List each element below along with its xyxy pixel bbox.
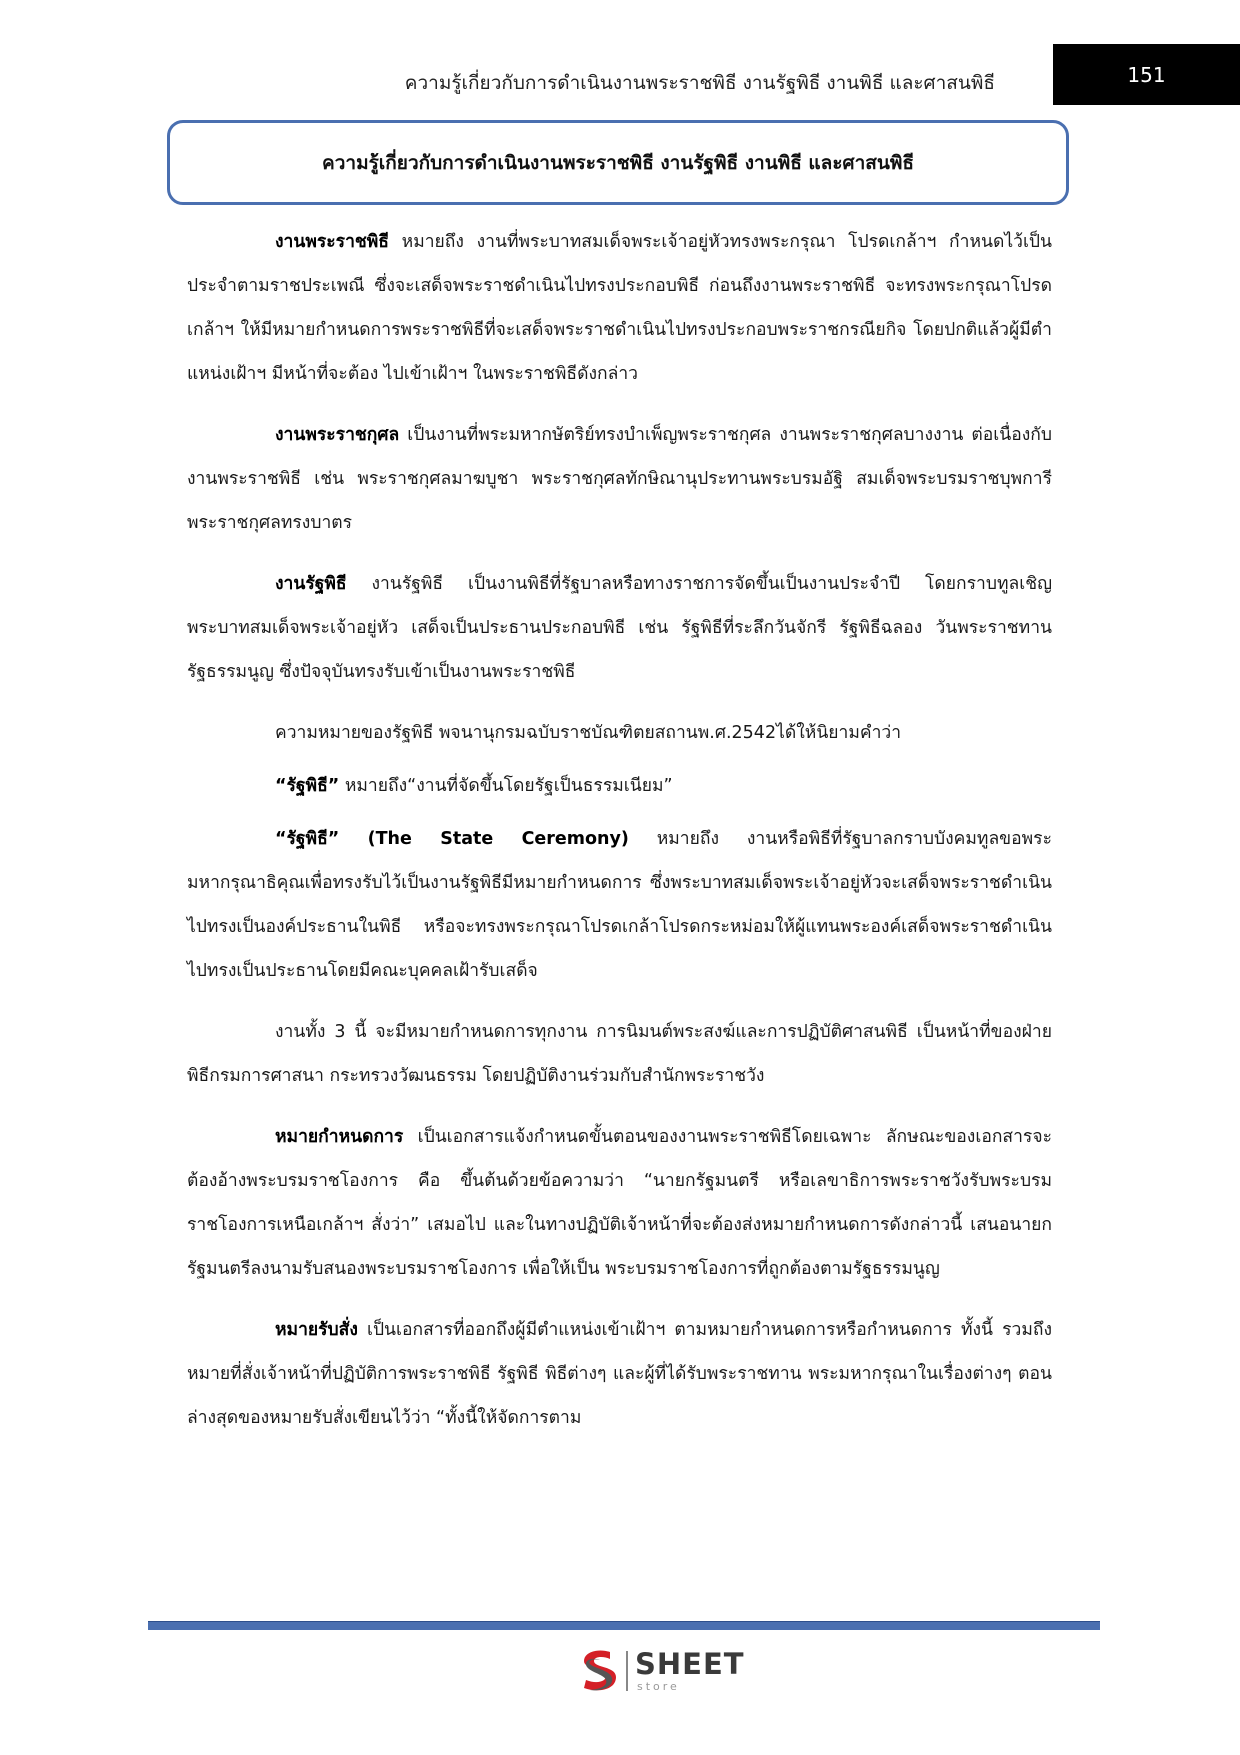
title-box	[167, 120, 1069, 205]
paragraph-text: เป็นงานที่พระมหากษัตริย์ทรงบำเพ็ญพระราชกุศล งานพระราชกุศลบางงาน ต่อเนื่องกับงานพระราชพิธี เช่น พระราชกุศลมาฆบูชา พระราชกุศลทักษิณานุประทานพระบรมอัฐิ สมเด็จพระบรมราชบุพการี พระราชกุศลทรงบาตร	[187, 425, 1052, 533]
paragraph-term: “รัฐพิธี” (The State Ceremony)	[275, 829, 629, 849]
page-number: 151	[1053, 44, 1240, 105]
paragraph-term: งานรัฐพิธี	[275, 574, 347, 594]
paragraph-text: งานทั้ง 3 นี้ จะมีหมายกำหนดการทุกงาน การนิมนต์พระสงฆ์และการปฏิบัติศาสนพิธี เป็นหน้าที่ของฝ่ายพิธีกรมการศาสนา กระทรวงวัฒนธรรม โดยปฏิบัติงานร่วมกับสำนักพระราชวัง	[187, 1022, 1052, 1086]
logo-subtitle: store	[637, 1680, 680, 1693]
logo-word: SHEET	[635, 1647, 745, 1681]
paragraph	[187, 1115, 1052, 1291]
paragraph	[187, 220, 1052, 396]
paragraph-text: หมายถึง งานที่พระบาทสมเด็จพระเจ้าอยู่หัวทรงพระกรุณา โปรดเกล้าฯ กำหนดไว้เป็นประจำตามราชประเพณี ซึ่งจะเสด็จพระราชดำเนินไปทรงประกอบพิธี ก่อนถึงงานพระราชพิธี จะทรงพระกรุณาโปรดเกล้าฯ ให้มีหมายกำหนดการพระราชพิธีที่จะเสด็จพระราชดำเนินไปทรงประกอบพระราชกรณียกิจ โดยปกติแล้วผู้มีตำแหน่งเฝ้าฯ มีหน้าที่จะต้อง ไปเข้าเฝ้าฯ ในพระราชพิธีดังกล่าว	[187, 232, 1052, 384]
paragraph-term: หมายกำหนดการ	[275, 1127, 404, 1147]
paragraph-text: เป็นเอกสารที่ออกถึงผู้มีตำแหน่งเข้าเฝ้าฯ ตามหมายกำหนดการหรือกำหนดการ ทั้งนี้ รวมถึงหมายที่สั่งเจ้าหน้าที่ปฏิบัติการพระราชพิธี รัฐพิธี พิธีต่างๆ และผู้ที่ได้รับพระราชทาน พระมหากรุณาในเรื่องต่างๆ ตอนล่างสุดของหมายรับสั่งเขียนไว้ว่า “ทั้งนี้ให้จัดการตาม	[187, 1320, 1052, 1428]
footer-rule	[148, 1621, 1100, 1630]
paragraph	[187, 817, 1052, 993]
logo-text	[635, 1647, 745, 1693]
paragraph-term: หมายรับสั่ง	[275, 1320, 358, 1340]
paragraph-text: ความหมายของรัฐพิธี พจนานุกรมฉบับราชบัณฑิตยสถานพ.ศ.2542ได้ให้นิยามคำว่า	[275, 723, 902, 743]
paragraph-text: หมายถึง งานหรือพิธีที่รัฐบาลกราบบังคมทูลขอพระมหากรุณาธิคุณเพื่อทรงรับไว้เป็นงานรัฐพิธีมีหมายกำหนดการ ซึ่งพระบาทสมเด็จพระเจ้าอยู่หัวจะเสด็จพระราชดำเนินไปทรงเป็นองค์ประธานในพิธี หรือจะทรงพระกรุณาโปรดเกล้าโปรดกระหม่อมให้ผู้แทนพระองค์เสด็จพระราชดำเนินไปทรงเป็นประธานโดยมีคณะบุคคลเฝ้ารับเสด็จ	[187, 829, 1052, 981]
paragraph-term: งานพระราชกุศล	[275, 425, 400, 445]
paragraph-term: งานพระราชพิธี	[275, 232, 389, 252]
paragraph	[187, 711, 1052, 755]
running-header: ความรู้เกี่ยวกับการดำเนินงานพระราชพิธี งานรัฐพิธี งานพิธี และศาสนพิธี	[404, 72, 995, 94]
paragraph-term: “รัฐพิธี”	[275, 776, 340, 796]
paragraph	[187, 764, 1052, 808]
paragraph	[187, 1308, 1052, 1440]
sheet-store-logo-icon	[576, 1646, 622, 1696]
paragraph-text: เป็นเอกสารแจ้งกำหนดขั้นตอนของงานพระราชพิธีโดยเฉพาะ ลักษณะของเอกสารจะต้องอ้างพระบรมราชโองการ คือ ขึ้นต้นด้วยข้อความว่า “นายกรัฐมนตรี หรือเลขาธิการพระราชวังรับพระบรมราชโองการเหนือเกล้าฯ สั่งว่า” เสมอไป และในทางปฏิบัติเจ้าหน้าที่จะต้องส่งหมายกำหนดการดังกล่าวนี้ เสนอนายกรัฐมนตรีลงนามรับสนองพระบรมราชโองการ เพื่อให้เป็น พระบรมราชโองการที่ถูกต้องตามรัฐธรรมนูญ	[187, 1127, 1052, 1279]
paragraph	[187, 562, 1052, 694]
logo-separator	[626, 1651, 628, 1691]
body-content	[187, 220, 1052, 1457]
paragraph-text: งานรัฐพิธี เป็นงานพิธีที่รัฐบาลหรือทางราชการจัดขึ้นเป็นงานประจำปี โดยกราบทูลเชิญ พระบาทสมเด็จพระเจ้าอยู่หัว เสด็จเป็นประธานประกอบพิธี เช่น รัฐพิธีที่ระลึกวันจักรี รัฐพิธีฉลอง วันพระราชทานรัฐธรรมนูญ ซึ่งปัจจุบันทรงรับเข้าเป็นงานพระราชพิธี	[187, 574, 1052, 682]
paragraph-text: หมายถึง“งานที่จัดขึ้นโดยรัฐเป็นธรรมเนียม”	[339, 776, 673, 796]
section-title: ความรู้เกี่ยวกับการดำเนินงานพระราชพิธี งานรัฐพิธี งานพิธี และศาสนพิธี	[322, 151, 914, 174]
paragraph	[187, 413, 1052, 545]
sheet-store-logo	[576, 1645, 745, 1697]
paragraph	[187, 1010, 1052, 1098]
